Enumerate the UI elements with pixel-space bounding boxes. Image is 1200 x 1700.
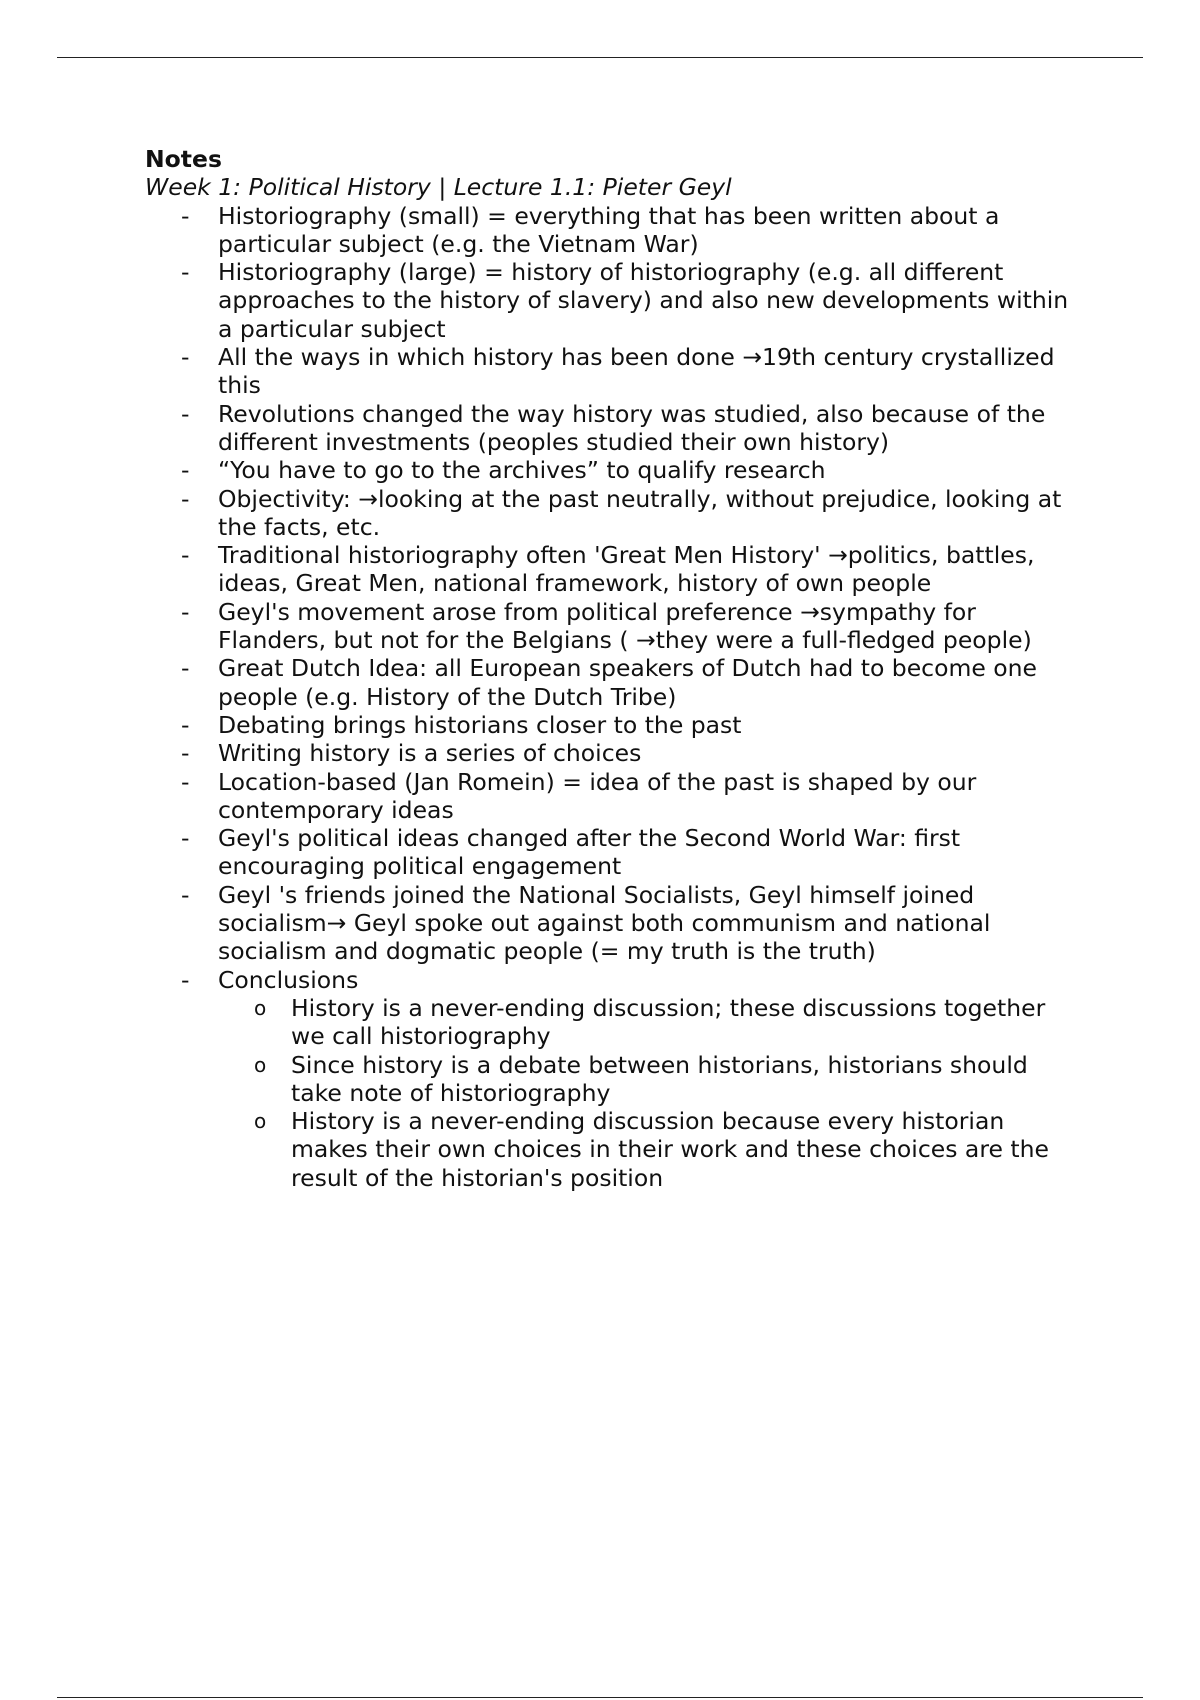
dash-marker: -: [181, 399, 190, 428]
lecture-subtitle: Week 1: Political History | Lecture 1.1: Pieter Geyl: [145, 173, 732, 202]
dash-marker: -: [181, 343, 190, 372]
list-item: [145, 654, 1075, 711]
dash-marker: -: [181, 710, 190, 739]
sub-list-item: [218, 994, 1075, 1051]
dash-marker: -: [181, 484, 190, 513]
list-item-conclusions: [145, 966, 1075, 1192]
top-rule: [57, 57, 1143, 58]
list-item-text: Great Dutch Idea: all European speakers of Dutch had to become one people (e.g. History of the Dutch Tribe): [218, 654, 1038, 711]
sub-list-item-text: History is a never-ending discussion; these discussions together we call historiography: [291, 993, 1046, 1051]
list-item: [145, 258, 1075, 343]
list-item-text: Geyl 's friends joined the National Socialists, Geyl himself joined socialism→ Geyl spoke out against both communism and national socialism and dogmatic people (= my truth is the truth): [218, 880, 991, 966]
circle-bullet-marker: o: [254, 995, 267, 1020]
sub-list-item-text: Since history is a debate between historians, historians should take note of historiography: [291, 1050, 1028, 1107]
circle-bullet-marker: o: [254, 1109, 267, 1134]
list-item-text: Writing history is a series of choices: [218, 739, 642, 768]
list-item: [145, 202, 1075, 259]
sub-list-item-text: History is a never-ending discussion because every historian makes their own choices in their work and these choices are the result of the historian's position: [291, 1107, 1049, 1192]
list-item-text: “You have to go to the archives” to qualify research: [218, 456, 826, 485]
dash-marker: -: [181, 258, 190, 287]
list-item: [145, 824, 1075, 881]
dash-marker: -: [181, 597, 190, 626]
list-item: [145, 400, 1075, 457]
list-item: [145, 739, 1075, 767]
conclusions-list: [218, 994, 1075, 1192]
circle-bullet-marker: o: [254, 1052, 267, 1077]
list-item-text: Geyl's political ideas changed after the Second World War: first encouraging political engagement: [218, 824, 961, 881]
list-item: [145, 541, 1075, 598]
list-item: [145, 881, 1075, 966]
dash-marker: -: [181, 654, 190, 683]
list-item-text: Location-based (Jan Romein) = idea of the past is shaped by our contemporary ideas: [218, 767, 977, 824]
list-item: [145, 485, 1075, 542]
dash-marker: -: [181, 201, 190, 230]
list-item: [145, 343, 1075, 400]
list-item: [145, 768, 1075, 825]
sub-list-item: [218, 1107, 1075, 1192]
bottom-rule: [57, 1697, 1143, 1698]
list-item-text: Traditional historiography often 'Great Men History' →politics, battles, ideas, Great Men, national framework, history of own people: [218, 541, 1035, 598]
list-item-text: Revolutions changed the way history was studied, also because of the different investments (peoples studied their own history): [218, 399, 1046, 456]
list-item-text: Debating brings historians closer to the past: [218, 710, 742, 739]
notes-content: [145, 145, 1075, 1192]
dash-marker: -: [181, 541, 190, 570]
list-item-text: Geyl's movement arose from political preference →sympathy for Flanders, but not for the Belgians ( →they were a full-fledged people): [218, 597, 1032, 655]
list-item: [145, 598, 1075, 655]
dash-marker: -: [181, 965, 190, 994]
dash-marker: -: [181, 767, 190, 796]
list-item: [145, 456, 1075, 484]
dash-marker: -: [181, 739, 190, 768]
list-item-text: Conclusions: [218, 965, 359, 994]
dash-marker: -: [181, 824, 190, 853]
list-item-text: Historiography (large) = history of historiography (e.g. all different approaches to the history of slavery) and also new developments within a particular subject: [218, 258, 1069, 343]
list-item-text: Historiography (small) = everything that has been written about a particular subject (e.g. the Vietnam War): [218, 201, 1000, 258]
bullet-list: [145, 202, 1075, 1192]
list-item: [145, 711, 1075, 739]
list-item-text: All the ways in which history has been done →19th century crystallized this: [218, 343, 1055, 400]
sub-list-item: [218, 1051, 1075, 1108]
notes-title: Notes: [145, 145, 222, 173]
dash-marker: -: [181, 456, 190, 485]
list-item-text: Objectivity: →looking at the past neutrally, without prejudice, looking at the facts, etc.: [218, 484, 1062, 541]
dash-marker: -: [181, 880, 190, 909]
